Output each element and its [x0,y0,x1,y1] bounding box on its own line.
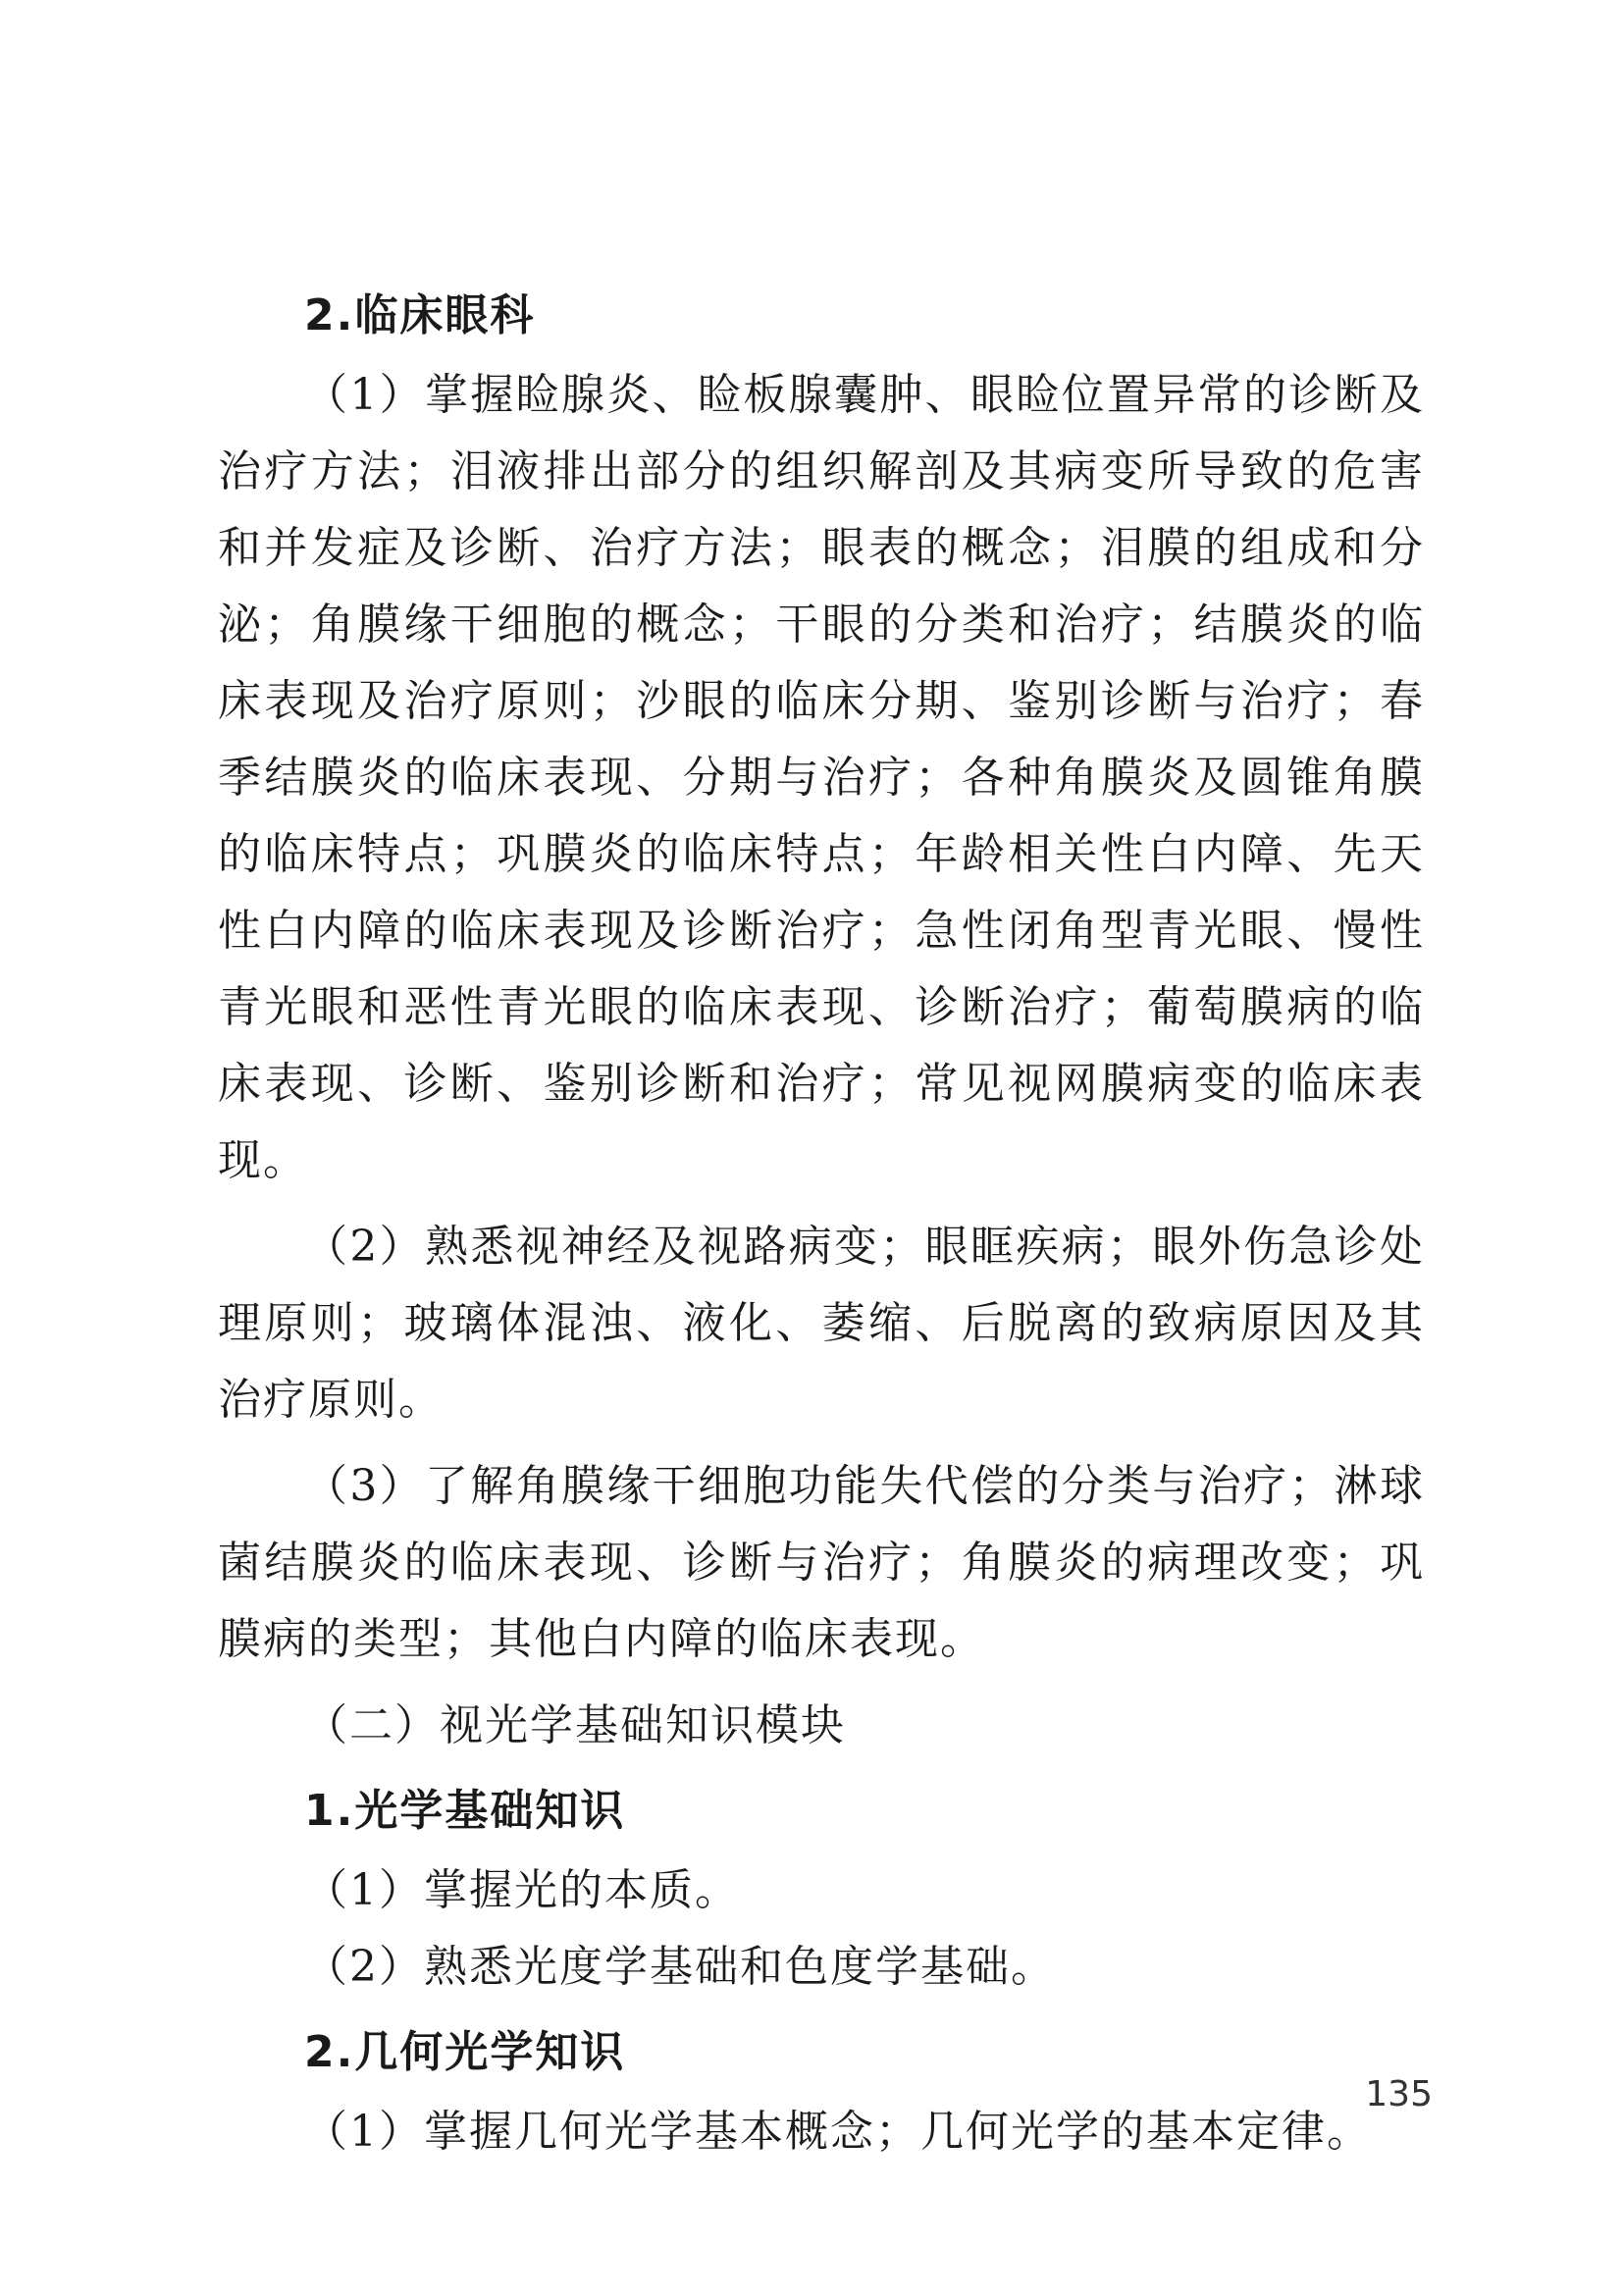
paragraph-understand: （3）了解角膜缘干细胞功能失代偿的分类与治疗；淋球菌结膜炎的临床表现、诊断与治疗；角膜炎的病理改变；巩膜病的类型；其他白内障的临床表现。 [218,1461,1425,1664]
spacer [218,2084,1425,2094]
list-item: （1）掌握光的本质。 [304,1865,740,1915]
list-item: （2）熟悉光度学基础和色度学基础。 [304,1942,1056,1992]
module-title: （二）视光学基础知识模块 [304,1700,846,1750]
section-heading-clinical-ophthalmology: 2.临床眼科 [304,290,536,340]
spacer [218,1678,1425,1688]
paragraph-familiar: （2）熟悉视神经及视路病变；眼眶疾病；眼外伤急诊处理原则；玻璃体混浊、液化、萎缩、后脱离的致病原因及其治疗原则。 [218,1222,1425,1425]
page-body [218,285,1425,2170]
section-heading-geometric-optics: 2.几何光学知识 [304,2027,626,2077]
spacer [218,1843,1425,1852]
page-number: 135 [1365,2074,1433,2114]
spacer [218,1438,1425,1448]
list-item: （1）掌握几何光学基本概念；几何光学的基本定律。 [304,2107,1372,2157]
paragraph-master: （1）掌握睑腺炎、睑板腺囊肿、眼睑位置异常的诊断及治疗方法；泪液排出部分的组织解剖及其病变所导致的危害和并发症及诊断、治疗方法；眼表的概念；泪膜的组成和分泌；角膜缘干细胞的概念；干眼的分类和治疗；结膜炎的临床表现及治疗原则；沙眼的临床分期、鉴别诊断与治疗；春季结膜炎的临床表现、分期与治疗；各种角膜炎及圆锥角膜的临床特点；巩膜炎的临床特点；年龄相关性白内障、先天性白内障的临床表现及诊断治疗；急性闭角型青光眼、慢性青光眼和恶性青光眼的临床表现、诊断治疗；葡萄膜病的临床表现、诊断、鉴别诊断和治疗；常见视网膜病变的临床表现。 [218,370,1425,1185]
spacer [218,2006,1425,2021]
section-heading-optics-basics: 1.光学基础知识 [304,1786,626,1836]
spacer [218,1764,1425,1780]
spacer [218,347,1425,357]
spacer [218,1199,1425,1209]
